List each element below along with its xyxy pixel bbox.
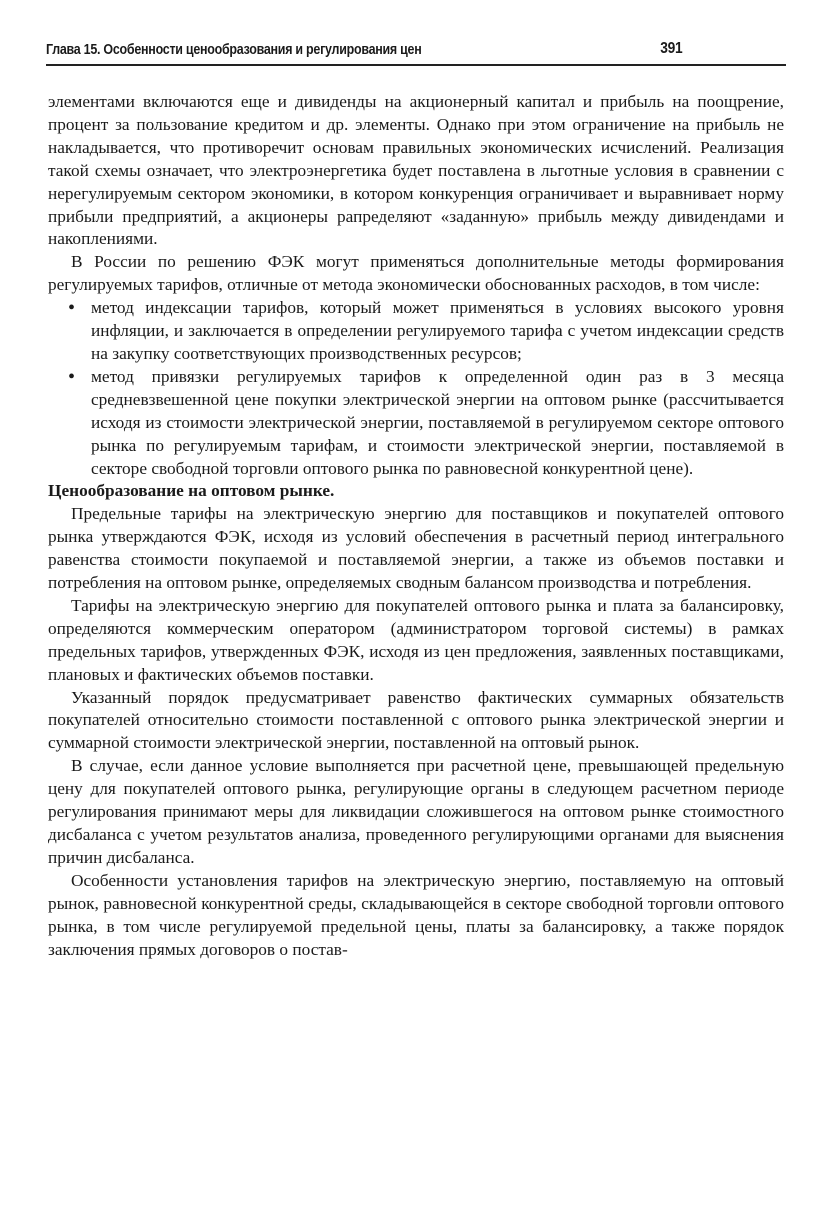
header-rule (46, 64, 786, 66)
chapter-title: Глава 15. Особенности ценообразования и регулирования цен (46, 42, 422, 58)
paragraph: Тарифы на электрическую энергию для покупателей оптового рынка и плата за балансировку, определяются коммерческим оператором (администратором торговой системы) в рамках предельных тарифов, утвержденных ФЭК, исходя из цен предложения, заявленных поставщиками, плановых и фактических объемов поставки. (48, 595, 784, 684)
paragraph-continued: элементами включаются еще и дивиденды на акционерный капитал и прибыль на поощрение, процент за пользование кредитом и др. элементы. Однако при этом ограничение на прибыль не накладывается, что противоречит основам правильных экономических исчислений. Реализация такой схемы означает, что электроэнергетика будет поставлена в льготные условия в сравнении с нерегулируемым сектором экономики, в котором конкуренция ограничивает и выравнивает норму прибыли предприятий, а акционеры рапределяют «заданную» прибыль между дивидендами и накоплениями. (48, 92, 784, 249)
running-header (46, 40, 682, 58)
paragraph: В России по решению ФЭК могут применяться дополнительные методы формирования регулируемых тарифов, отличные от метода экономически обоснованных расходов, в том числе: (48, 252, 784, 295)
page-number: 391 (660, 40, 683, 57)
paragraph: В случае, если данное условие выполняется при расчетной цене, превышающей предельную цену для покупателей оптового рынка, регулирующие органы в следующем расчетном периоде регулирования принимают меры для ликвидации сложившегося на оптовом рынке стоимостного дисбаланса с учетом результатов анализа, проведенного регулирующими органами для выяснения причин дисбаланса. (48, 756, 784, 867)
body-text (48, 91, 784, 961)
list-item: • метод индексации тарифов, который может применяться в условиях высокого уровня инфляции, и заключается в определении регулируемого тарифа с учетом индексации средств на закупку соответствующих производственных ресурсов; (48, 297, 784, 366)
list-item: • метод привязки регулируемых тарифов к определенной один раз в 3 месяца средневзвешенной цене покупки электрической энергии на оптовом рынке (рассчитывается исходя из стоимости электрической энергии, поставляемой в регулируемом секторе оптового рынка по регулируемым тарифам, и стоимости электрической энергии, поставляемой в секторе свободной торговли оптового рынка по равновесной конкурентной цене). (48, 366, 784, 481)
paragraph: Указанный порядок предусматривает равенство фактических суммарных обязательств покупателей относительно стоимости поставленной с оптового рынка электрической энергии и суммарной стоимости электрической энергии, поставленной на оптовый рынок. (48, 687, 784, 753)
paragraph: Особенности установления тарифов на электрическую энергию, поставляемую на оптовый рынок, равновесной конкурентной среды, складывающейся в секторе свободной торговли оптового рынка, в том числе регулируемой предельной цены, платы за балансировку, а также порядок заключения прямых договоров о постав- (48, 870, 784, 959)
section-subheading: Ценообразование на оптовом рынке. (48, 481, 335, 501)
method-list (48, 297, 784, 480)
paragraph: Предельные тарифы на электрическую энергию для поставщиков и покупателей оптового рынка утверждаются ФЭК, исходя из условий обеспечения в расчетный период интегрального равенства стоимости покупаемой и поставляемой энергии, а также из объемов поставки и потребления на оптовом рынке, определяемых сводным балансом производства и потребления. (48, 504, 784, 593)
